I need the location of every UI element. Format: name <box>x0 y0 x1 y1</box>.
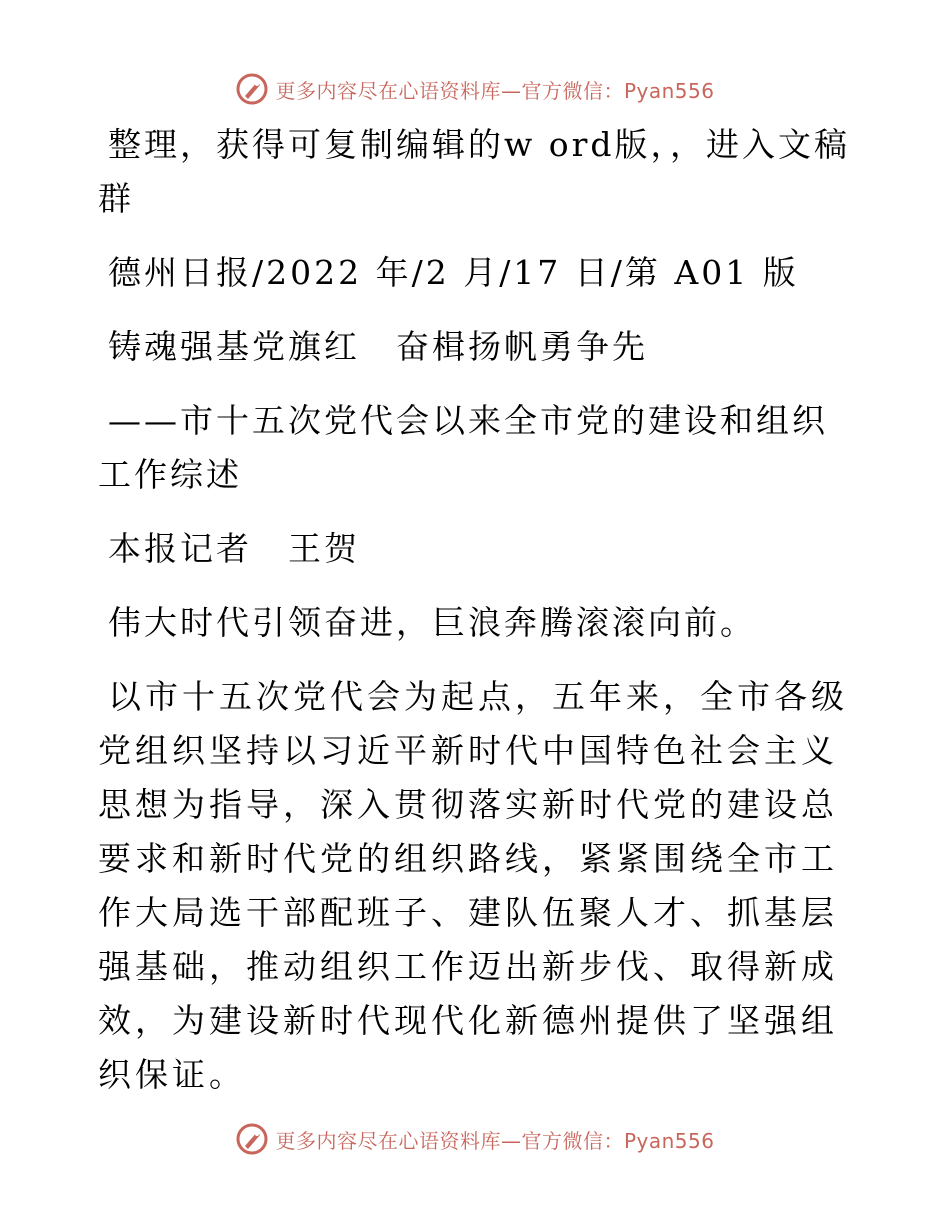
watermark-text: 更多内容尽在心语资料库—官方微信：Pyan556 <box>275 1128 715 1153</box>
pen-nib-seal-icon <box>235 1122 269 1156</box>
footer-watermark <box>0 1122 950 1156</box>
pen-nib-seal-icon <box>235 72 269 106</box>
header-watermark <box>0 72 950 106</box>
watermark-text: 更多内容尽在心语资料库—官方微信：Pyan556 <box>275 78 715 103</box>
article-title: 铸魂强基党旗红 奋楫扬帆勇争先 <box>108 327 648 366</box>
body-paragraph: 以市十五次党代会为起点，五年来，全市各级党组织坚持以习近平新时代中国特色社会主义思想为指导，深入贯彻落实新时代党的建设总要求和新时代党的组织路线，紧紧围绕全市工作大局选干部配班子、建队伍聚人才、抓基层强基础，推动组织工作迈出新步伐、取得新成效，为建设新时代现代化新德州提供了坚强组织保证。 <box>98 677 848 1094</box>
article-subtitle: ——市十五次党代会以来全市党的建设和组织工作综述 <box>98 401 828 494</box>
document-body <box>98 118 858 1102</box>
lead-paragraph: 伟大时代引领奋进，巨浪奔腾滚滚向前。 <box>108 603 756 642</box>
intro-line: 整理，获得可复制编辑的w ord版，，进入文稿群 <box>98 125 851 218</box>
publication-source: 德州日报/2022 年/2 月/17 日/第 A01 版 <box>108 253 799 292</box>
byline: 本报记者 王贺 <box>108 529 360 568</box>
